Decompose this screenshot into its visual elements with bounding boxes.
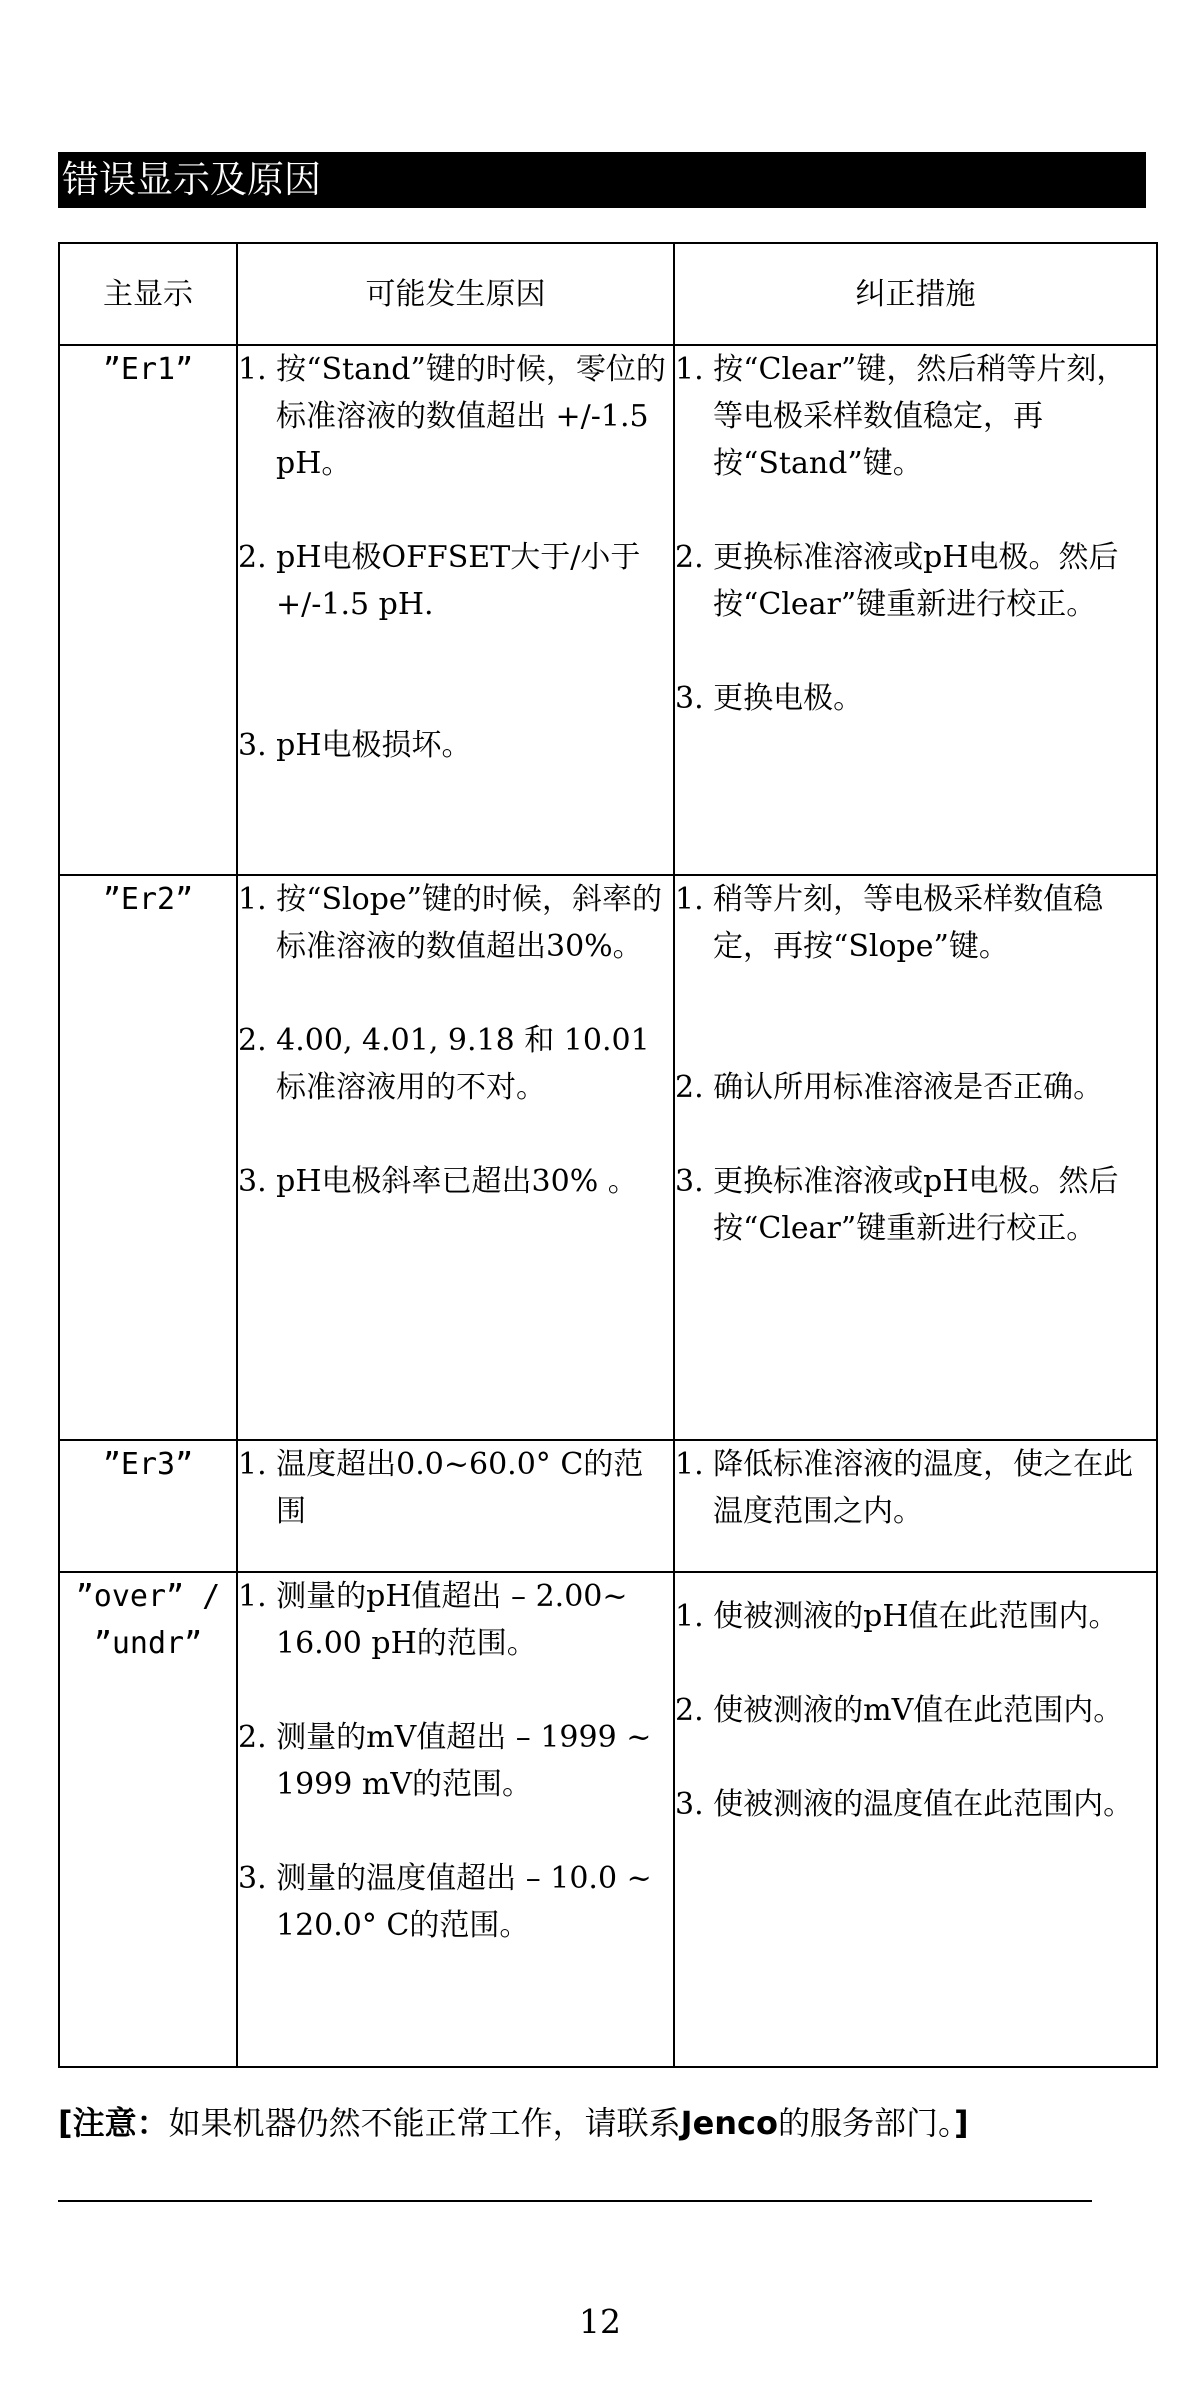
list-item: 1. 按“Clear”键，然后稍等片刻，等电极采样数值稳定，再按“Stand”键。 — [675, 352, 1127, 481]
column-header-cause: 可能发生原因 — [237, 243, 674, 345]
error-code: ”Er2” — [59, 875, 237, 1440]
cause-cell — [237, 1440, 674, 1572]
divider — [58, 2200, 1092, 2202]
error-code: ”over” / ”undr” — [59, 1572, 237, 2067]
list-item: 1. 测量的pH值超出 – 2.00~ 16.00 pH的范围。 — [238, 1579, 628, 1661]
table-row — [59, 1572, 1157, 2067]
cause-cell — [237, 345, 674, 875]
list-item: 3. 测量的温度值超出 – 10.0 ~ 120.0° C的范围。 — [238, 1861, 652, 1943]
note-open: [注意： — [58, 2104, 169, 2142]
service-note — [58, 2098, 969, 2144]
column-header-display: 主显示 — [59, 243, 237, 345]
list-item: 3. 更换电极。 — [675, 681, 864, 716]
table-row — [59, 1440, 1157, 1572]
list-item: 2. 更换标准溶液或pH电极。然后按“Clear”键重新进行校正。 — [675, 540, 1119, 622]
list-item: 1. 降低标准溶液的温度，使之在此温度范围之内。 — [675, 1447, 1134, 1529]
list-item: 1. 按“Slope”键的时候，斜率的标准溶液的数值超出30%。 — [238, 882, 662, 964]
table-header-row — [59, 243, 1157, 345]
list-item: 1. 稍等片刻，等电极采样数值稳定，再按“Slope”键。 — [675, 882, 1104, 964]
list-item: 3. 更换标准溶液或pH电极。然后按“Clear”键重新进行校正。 — [675, 1164, 1119, 1246]
list-item: 1. 温度超出0.0~60.0° C的范围 — [238, 1447, 644, 1529]
column-header-action: 纠正措施 — [674, 243, 1157, 345]
page-number: 12 — [579, 2302, 621, 2341]
list-item: 1. 按“Stand”键的时候，零位的标准溶液的数值超出 +/-1.5 pH。 — [238, 352, 666, 481]
list-item: 2. 4.00, 4.01, 9.18 和 10.01 标准溶液用的不对。 — [238, 1023, 650, 1105]
list-item: 3. pH电极损坏。 — [238, 728, 472, 763]
list-item: 3. pH电极斜率已超出30% 。 — [238, 1164, 638, 1199]
note-text: 如果机器仍然不能正常工作，请联系 — [168, 2104, 681, 2142]
cause-cell — [237, 1572, 674, 2067]
action-cell — [674, 345, 1157, 875]
cause-cell — [237, 875, 674, 1440]
error-code: ”Er1” — [59, 345, 237, 875]
list-item: 3. 使被测液的温度值在此范围内。 — [675, 1787, 1134, 1822]
note-text-end: 的服务部门。 — [778, 2104, 955, 2142]
table-row — [59, 875, 1157, 1440]
error-table — [58, 242, 1158, 2068]
action-cell — [674, 1440, 1157, 1572]
list-item: 2. 测量的mV值超出 – 1999 ~ 1999 mV的范围。 — [238, 1720, 652, 1802]
list-item: 2. 使被测液的mV值在此范围内。 — [675, 1693, 1124, 1728]
note-brand: Jenco — [680, 2104, 778, 2142]
error-code: ”Er3” — [59, 1440, 237, 1572]
action-cell — [674, 875, 1157, 1440]
list-item: 2. 确认所用标准溶液是否正确。 — [675, 1070, 1104, 1105]
note-close: ] — [954, 2104, 969, 2142]
list-item: 1. 使被测液的pH值在此范围内。 — [675, 1599, 1119, 1634]
action-cell — [674, 1572, 1157, 2067]
table-row — [59, 345, 1157, 875]
section-title: 错误显示及原因 — [58, 152, 1146, 208]
list-item: 2. pH电极OFFSET大于/小于 +/-1.5 pH. — [238, 540, 641, 622]
